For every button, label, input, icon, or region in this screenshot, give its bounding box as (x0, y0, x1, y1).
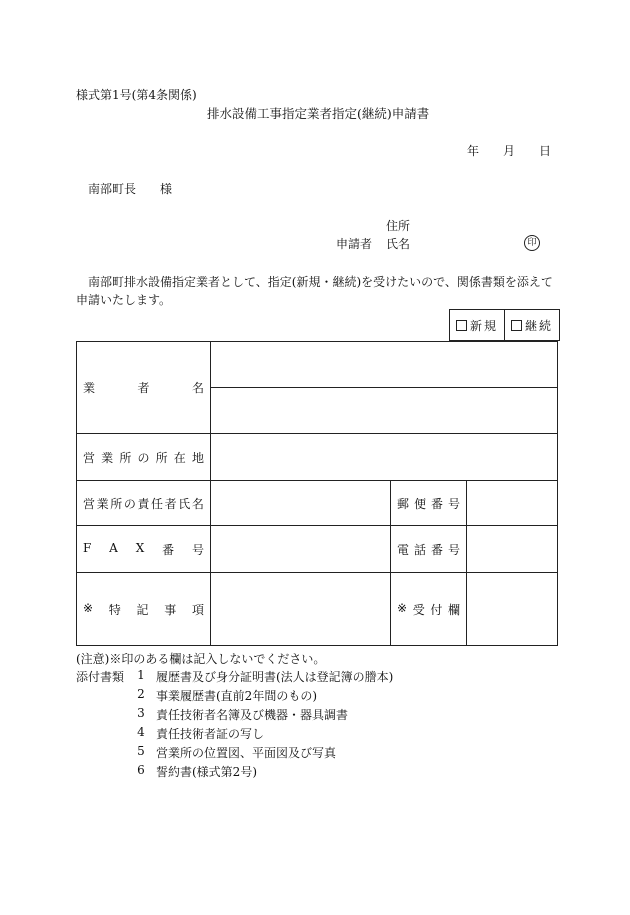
label-char: 営 (83, 450, 96, 465)
label-char: 業 (83, 381, 96, 395)
label-char: 名 (191, 381, 204, 395)
label-char: 地 (191, 450, 204, 465)
label-char: 業 (101, 450, 114, 465)
phone-label (391, 526, 467, 573)
reception-field (467, 573, 558, 646)
addressee: 南部町長 (88, 182, 137, 196)
label-char: F (83, 540, 92, 555)
address-label: 住所 (386, 219, 411, 233)
attachment-number: 5 (137, 744, 145, 758)
company-name-label (77, 342, 211, 434)
label-char: 者 (164, 496, 177, 511)
intro-line-2: 申請いたします。 (76, 293, 172, 307)
date-day-label: 日 (539, 144, 552, 158)
label-char: ※ (83, 600, 94, 615)
label-char: 付 (430, 602, 443, 617)
label-char: 責 (137, 496, 150, 511)
option-continue[interactable]: 継続 (505, 310, 560, 341)
addressee-honorific: 様 (160, 182, 173, 196)
intro-line-1: 南部町排水設備指定業者として、指定(新規・継続)を受けたいので、関係書類を添えて (88, 275, 553, 289)
label-char: 所 (119, 450, 132, 465)
caution-note: (注意)※印のある欄は記入しないでください。 (76, 652, 326, 666)
label-char: 番 (430, 542, 443, 557)
applicant-label: 申請者 (336, 237, 373, 251)
attachment-text: 事業履歴書(直前2年間のもの) (156, 689, 317, 703)
attachment-text: 営業所の位置図、平面図及び写真 (156, 746, 337, 760)
label-char: 所 (110, 496, 123, 511)
label-char: 任 (151, 496, 164, 511)
label-char: 所 (155, 450, 168, 465)
label-char: 氏 (178, 496, 191, 511)
phone-field[interactable] (467, 526, 558, 573)
company-name-field-1[interactable] (211, 342, 558, 388)
special-notes-field[interactable] (211, 573, 391, 646)
company-name-label-text (77, 379, 210, 396)
form-number: 様式第1号(第4条関係) (76, 88, 197, 102)
label-char: 名 (191, 496, 204, 511)
attachment-text: 責任技術者証の写し (156, 727, 265, 741)
label-char: 者 (137, 381, 150, 395)
postal-code-field[interactable] (467, 481, 558, 526)
special-notes-label (77, 573, 211, 646)
label-char: 電 (397, 542, 410, 557)
label-char: ※ (397, 600, 408, 615)
fax-label (77, 526, 211, 573)
application-type-selector (449, 309, 560, 341)
attachment-number: 4 (137, 725, 145, 739)
label-char: 郵 (397, 496, 410, 511)
label-char: 業 (96, 496, 109, 511)
fax-field[interactable] (211, 526, 391, 573)
attachment-text: 責任技術者名簿及び機器・器具調書 (156, 708, 349, 722)
label-char: 番 (430, 496, 443, 511)
label-char: 営 (83, 496, 96, 511)
label-char: 号 (447, 542, 460, 557)
label-char: 特 (108, 602, 121, 617)
option-new[interactable]: 新規 (450, 310, 505, 341)
label-char: 受 (412, 602, 425, 617)
label-char: 欄 (447, 602, 460, 617)
attachment-text: 履歴書及び身分証明書(法人は登記簿の謄本) (156, 670, 394, 684)
label-char: 番 (162, 542, 175, 557)
company-name-field-2[interactable] (211, 388, 558, 434)
label-char: 便 (413, 496, 426, 511)
attachment-number: 6 (137, 763, 145, 777)
document-title: 排水設備工事指定業者指定(継続)申請書 (207, 106, 430, 121)
attachment-number: 1 (137, 668, 145, 682)
office-location-label (77, 434, 211, 481)
date-year-label: 年 (467, 144, 480, 158)
checkbox-icon[interactable] (456, 320, 467, 331)
seal-mark: 印 (524, 235, 540, 251)
reception-label (391, 573, 467, 646)
attachments-label: 添付書類 (76, 670, 125, 684)
attachment-number: 3 (137, 706, 145, 720)
postal-code-label (391, 481, 467, 526)
label-char: の (137, 450, 150, 465)
attachment-text: 誓約書(様式第2号) (156, 765, 257, 779)
label-char: 在 (173, 450, 186, 465)
label-char: 号 (447, 496, 460, 511)
office-location-field[interactable] (211, 434, 558, 481)
label-char: 項 (191, 602, 204, 617)
label-char: 事 (164, 602, 177, 617)
label-char: 号 (191, 542, 204, 557)
date-month-label: 月 (503, 144, 516, 158)
label-char: の (123, 496, 136, 511)
checkbox-icon[interactable] (511, 320, 522, 331)
label-char: X (135, 540, 145, 555)
attachment-number: 2 (137, 687, 145, 701)
name-label: 氏名 (386, 237, 411, 251)
label-char: 話 (413, 542, 426, 557)
label-char: 記 (136, 602, 149, 617)
office-manager-field[interactable] (211, 481, 391, 526)
office-manager-label (77, 481, 211, 526)
application-form-table (76, 341, 558, 646)
label-char: A (109, 540, 118, 555)
